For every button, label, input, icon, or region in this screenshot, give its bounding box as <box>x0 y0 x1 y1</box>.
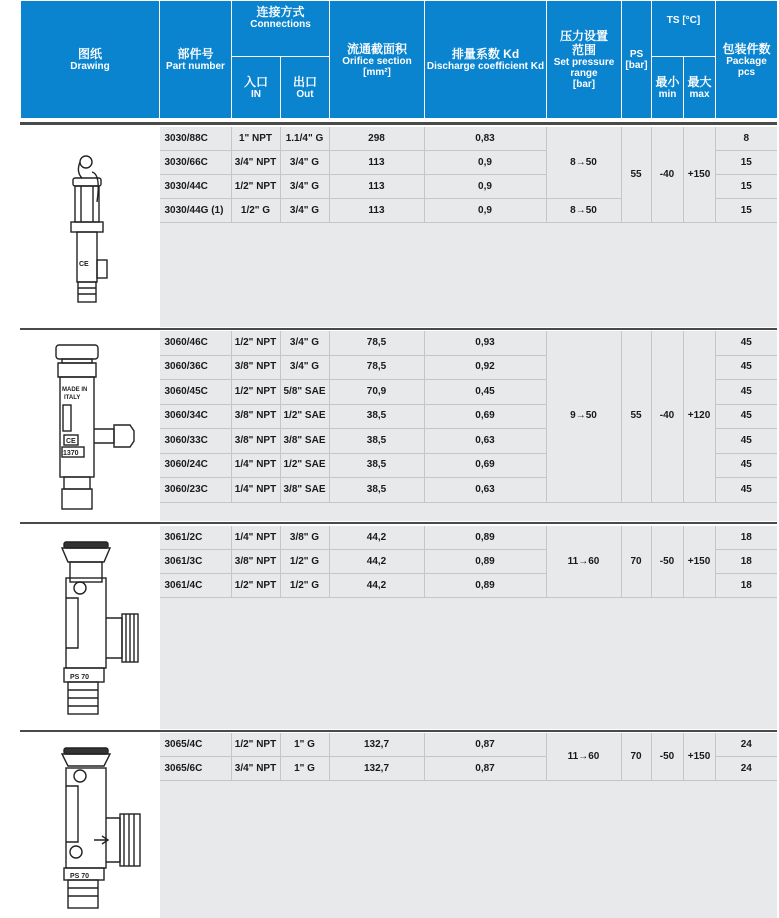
package-qty: 24 <box>715 757 777 781</box>
part-number: 3060/24C <box>159 453 231 478</box>
outlet: 1/2" SAE <box>280 453 329 478</box>
orifice: 38,5 <box>329 478 424 503</box>
header-orifice: 流通截面积 Orifice section [mm²] <box>330 1 425 119</box>
safety-valve-3061-icon <box>34 538 144 718</box>
ts-min: -40 <box>651 127 683 223</box>
inlet: 1" NPT <box>231 127 280 151</box>
inlet: 1/2" NPT <box>231 331 280 355</box>
svg-text:ITALY: ITALY <box>64 394 81 401</box>
orifice: 113 <box>329 151 424 175</box>
orifice: 38,5 <box>329 453 424 478</box>
orifice: 78,5 <box>329 355 424 380</box>
kd: 0,93 <box>424 331 546 355</box>
part-number: 3061/3C <box>159 550 231 574</box>
outlet: 5/8" SAE <box>280 380 329 405</box>
group-3065 <box>20 733 777 918</box>
kd: 0,92 <box>424 355 546 380</box>
ts-max: +150 <box>683 526 715 598</box>
orifice: 38,5 <box>329 429 424 454</box>
set-pressure-range: 11→60 <box>546 526 621 598</box>
header-kd: 排量系数 Kd Discharge coefficient Kd <box>425 1 547 119</box>
part-number: 3060/34C <box>159 404 231 429</box>
ts-min: -50 <box>651 526 683 598</box>
orifice: 38,5 <box>329 404 424 429</box>
outlet: 1/2" G <box>280 574 329 598</box>
ps-value: 55 <box>621 331 651 502</box>
svg-text:CE: CE <box>66 437 76 445</box>
orifice: 44,2 <box>329 526 424 550</box>
orifice: 44,2 <box>329 574 424 598</box>
outlet: 1.1/4" G <box>280 127 329 151</box>
outlet: 1" G <box>280 733 329 757</box>
orifice: 70,9 <box>329 380 424 405</box>
inlet: 1/2" NPT <box>231 380 280 405</box>
header-ps: PS [bar] <box>622 1 652 119</box>
inlet: 3/8" NPT <box>231 404 280 429</box>
svg-text:MADE IN: MADE IN <box>62 386 88 393</box>
orifice: 132,7 <box>329 733 424 757</box>
svg-text:PS 70: PS 70 <box>70 873 90 880</box>
outlet: 3/4" G <box>280 199 329 223</box>
package-qty: 45 <box>715 478 777 503</box>
outlet: 1/2" SAE <box>280 404 329 429</box>
kd: 0,89 <box>424 526 546 550</box>
inlet: 1/2" NPT <box>231 175 280 199</box>
part-number: 3030/44G (1) <box>159 199 231 223</box>
outlet: 1" G <box>280 757 329 781</box>
package-qty: 18 <box>715 574 777 598</box>
package-qty: 45 <box>715 380 777 405</box>
part-number: 3030/44C <box>159 175 231 199</box>
kd: 0,45 <box>424 380 546 405</box>
set-pressure-range: 8→50 <box>546 127 621 199</box>
ts-max: +150 <box>683 127 715 223</box>
set-pressure-range: 11→60 <box>546 733 621 781</box>
ts-min: -40 <box>651 331 683 502</box>
group-3030 <box>20 127 777 327</box>
outlet: 3/4" G <box>280 331 329 355</box>
set-pressure-range: 8→50 <box>546 199 621 223</box>
group-3060 <box>20 331 777 521</box>
package-qty: 15 <box>715 199 777 223</box>
table-row <box>20 127 777 151</box>
orifice: 298 <box>329 127 424 151</box>
safety-valve-3065-icon <box>34 738 144 913</box>
inlet: 1/4" NPT <box>231 453 280 478</box>
header-part-number: 部件号 Part number <box>160 1 232 119</box>
ts-max: +120 <box>683 331 715 502</box>
orifice: 113 <box>329 175 424 199</box>
outlet: 3/4" G <box>280 355 329 380</box>
kd: 0,69 <box>424 453 546 478</box>
kd: 0,69 <box>424 404 546 429</box>
valve-3065-drawing <box>20 733 159 918</box>
orifice: 78,5 <box>329 331 424 355</box>
part-number: 3061/2C <box>159 526 231 550</box>
orifice: 44,2 <box>329 550 424 574</box>
table-row <box>20 526 777 550</box>
part-number: 3060/45C <box>159 380 231 405</box>
header-min: 最小 min <box>652 57 684 119</box>
header-connections: 连接方式 Connections <box>232 1 330 57</box>
outlet: 3/8" G <box>280 526 329 550</box>
header-set-pressure: 压力设置 范围 Set pressure range [bar] <box>547 1 622 119</box>
kd: 0,63 <box>424 478 546 503</box>
package-qty: 15 <box>715 175 777 199</box>
part-number: 3060/36C <box>159 355 231 380</box>
package-qty: 45 <box>715 404 777 429</box>
group-3061 <box>20 526 777 729</box>
inlet: 1/2" NPT <box>231 733 280 757</box>
kd: 0,9 <box>424 175 546 199</box>
orifice: 113 <box>329 199 424 223</box>
header-in: 入口 IN <box>232 57 281 119</box>
kd: 0,87 <box>424 757 546 781</box>
section-divider <box>20 328 777 330</box>
safety-valve-3060-icon <box>34 339 144 514</box>
inlet: 1/2" NPT <box>231 574 280 598</box>
outlet: 3/4" G <box>280 175 329 199</box>
inlet: 3/8" NPT <box>231 550 280 574</box>
inlet: 1/2" G <box>231 199 280 223</box>
catalog-page <box>20 0 778 918</box>
table-row <box>20 733 777 757</box>
part-number: 3060/33C <box>159 429 231 454</box>
inlet: 1/4" NPT <box>231 526 280 550</box>
svg-text:PS 70: PS 70 <box>70 673 90 681</box>
part-number: 3030/88C <box>159 127 231 151</box>
section-divider <box>20 730 777 732</box>
table-header <box>20 0 778 119</box>
svg-text:CE: CE <box>79 261 89 268</box>
package-qty: 18 <box>715 550 777 574</box>
ps-value: 55 <box>621 127 651 223</box>
valve-3060-drawing <box>20 331 159 521</box>
kd: 0,9 <box>424 199 546 223</box>
ps-value: 70 <box>621 733 651 781</box>
header-drawing: 图纸 Drawing <box>21 1 160 119</box>
inlet: 3/8" NPT <box>231 355 280 380</box>
part-number: 3060/23C <box>159 478 231 503</box>
outlet: 3/4" G <box>280 151 329 175</box>
inlet: 3/4" NPT <box>231 151 280 175</box>
package-qty: 18 <box>715 526 777 550</box>
kd: 0,89 <box>424 550 546 574</box>
package-qty: 15 <box>715 151 777 175</box>
package-qty: 45 <box>715 429 777 454</box>
package-qty: 8 <box>715 127 777 151</box>
section-divider <box>20 522 777 524</box>
outlet: 1/2" G <box>280 550 329 574</box>
section-divider <box>20 122 777 125</box>
ts-max: +150 <box>683 733 715 781</box>
part-number: 3060/46C <box>159 331 231 355</box>
header-max: 最大 max <box>684 57 716 119</box>
kd: 0,63 <box>424 429 546 454</box>
ts-min: -50 <box>651 733 683 781</box>
valve-3061-drawing <box>20 526 159 729</box>
header-package: 包装件数 Package pcs <box>716 1 778 119</box>
kd: 0,87 <box>424 733 546 757</box>
part-number: 3061/4C <box>159 574 231 598</box>
header-out: 出口 Out <box>281 57 330 119</box>
svg-text:1370: 1370 <box>63 449 79 457</box>
safety-valve-3030-icon <box>59 142 119 312</box>
outlet: 3/8" SAE <box>280 429 329 454</box>
table-row <box>20 331 777 355</box>
part-number: 3030/66C <box>159 151 231 175</box>
inlet: 1/4" NPT <box>231 478 280 503</box>
package-qty: 45 <box>715 453 777 478</box>
orifice: 132,7 <box>329 757 424 781</box>
inlet: 3/4" NPT <box>231 757 280 781</box>
inlet: 3/8" NPT <box>231 429 280 454</box>
package-qty: 45 <box>715 355 777 380</box>
kd: 0,9 <box>424 151 546 175</box>
valve-3030-drawing <box>20 127 159 327</box>
part-number: 3065/4C <box>159 733 231 757</box>
kd: 0,89 <box>424 574 546 598</box>
header-ts: TS [°C] <box>652 1 716 57</box>
kd: 0,83 <box>424 127 546 151</box>
package-qty: 24 <box>715 733 777 757</box>
part-number: 3065/6C <box>159 757 231 781</box>
set-pressure-range: 9→50 <box>546 331 621 502</box>
outlet: 3/8" SAE <box>280 478 329 503</box>
ps-value: 70 <box>621 526 651 598</box>
package-qty: 45 <box>715 331 777 355</box>
